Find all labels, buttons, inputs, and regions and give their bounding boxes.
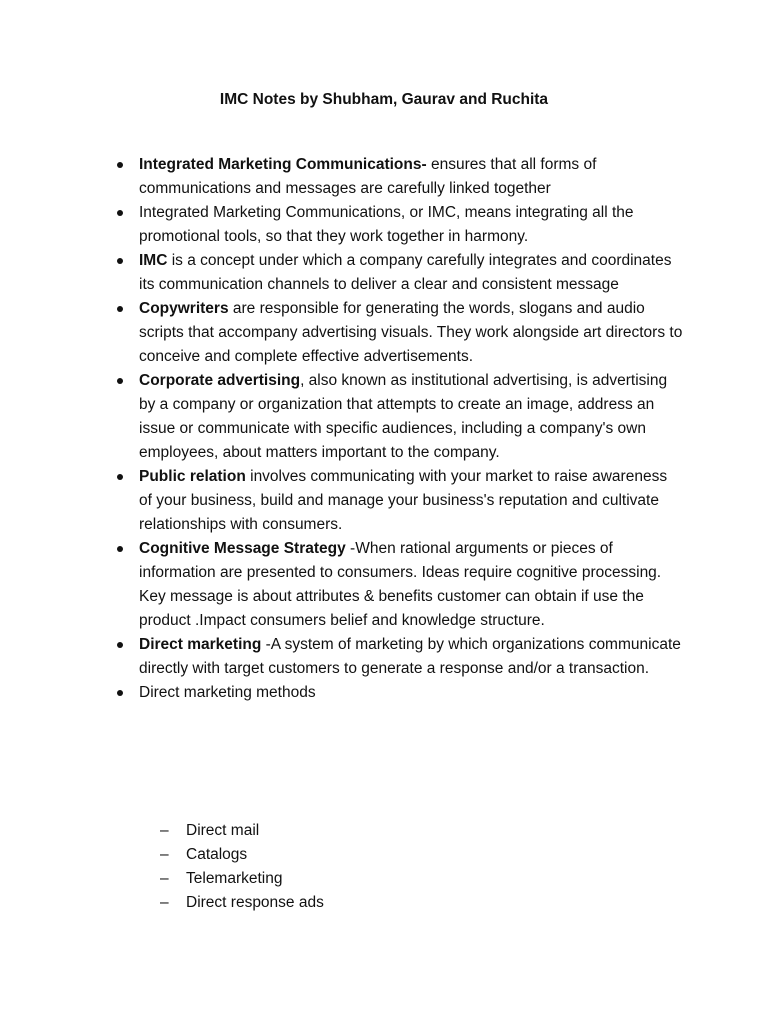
bullet-term: Public relation: [139, 468, 246, 485]
bullet-icon: [117, 546, 123, 552]
bullet-icon: [117, 258, 123, 264]
bullet-icon: [117, 642, 123, 648]
bullet-text: are responsible for generating the words, slogans and audio scripts that accompany advertising visuals. They work alongside art directors to conceive and complete effective advertisements.: [139, 300, 683, 365]
bullet-icon: [117, 210, 123, 216]
list-item: [114, 201, 684, 249]
list-item: [160, 891, 324, 915]
list-item: [114, 681, 684, 705]
dash-icon: –: [160, 822, 169, 839]
bullet-text: , also known as institutional advertising, is advertising by a company or organization that attempts to create an image, address an issue or communicate with specific audiences, including a company's own employees, about matters important to the company.: [139, 372, 668, 461]
list-item: [114, 465, 684, 537]
bullet-text: is a concept under which a company carefully integrates and coordinates its communication channels to deliver a clear and consistent message: [139, 252, 672, 293]
list-item: [114, 633, 684, 681]
bullet-term: Copywriters: [139, 300, 229, 317]
list-item: [114, 153, 684, 201]
bullet-term: IMC: [139, 252, 168, 269]
bullet-text: -A system of marketing by which organizations communicate directly with target customers to generate a response and/or a transaction.: [139, 636, 681, 677]
bullet-term: Integrated Marketing Communications-: [139, 156, 427, 173]
bullet-text: -When rational arguments or pieces of information are presented to consumers. Ideas require cognitive processing. Key message is about attributes & benefits customer can obtain if use the product .Impact consumers belief and knowledge structure.: [139, 540, 662, 629]
dash-icon: –: [160, 894, 169, 911]
dash-icon: –: [160, 846, 169, 863]
list-item: [160, 867, 324, 891]
document-title: IMC Notes by Shubham, Gaurav and Ruchita: [219, 91, 549, 108]
bullet-term: Cognitive Message Strategy: [139, 540, 346, 557]
method-text: Direct mail: [186, 822, 260, 839]
list-item: [114, 537, 684, 633]
bullet-icon: [117, 162, 123, 168]
direct-marketing-methods-list: [160, 819, 324, 915]
method-text: Direct response ads: [186, 894, 324, 911]
bullet-term: Direct marketing: [139, 636, 262, 653]
bullet-icon: [117, 474, 123, 480]
list-item: [114, 249, 684, 297]
list-item: [160, 843, 324, 867]
bullet-list: [114, 153, 684, 705]
list-item: [160, 819, 324, 843]
bullet-icon: [117, 306, 123, 312]
bullet-text: involves communicating with your market to raise awareness of your business, build and manage your business's reputation and cultivate relationships with consumers.: [139, 468, 668, 533]
dash-icon: –: [160, 870, 169, 887]
list-item: [114, 369, 684, 465]
bullet-text: Direct marketing methods: [139, 684, 316, 701]
list-item: [114, 297, 684, 369]
bullet-icon: [117, 378, 123, 384]
method-text: Telemarketing: [186, 870, 283, 887]
bullet-term: Corporate advertising: [139, 372, 301, 389]
method-text: Catalogs: [186, 846, 248, 863]
bullet-text: ensures that all forms of communications and messages are carefully linked together: [139, 156, 597, 197]
bullet-text: Integrated Marketing Communications, or IMC, means integrating all the promotional tools, so that they work together in harmony.: [139, 204, 634, 245]
bullet-icon: [117, 690, 123, 696]
